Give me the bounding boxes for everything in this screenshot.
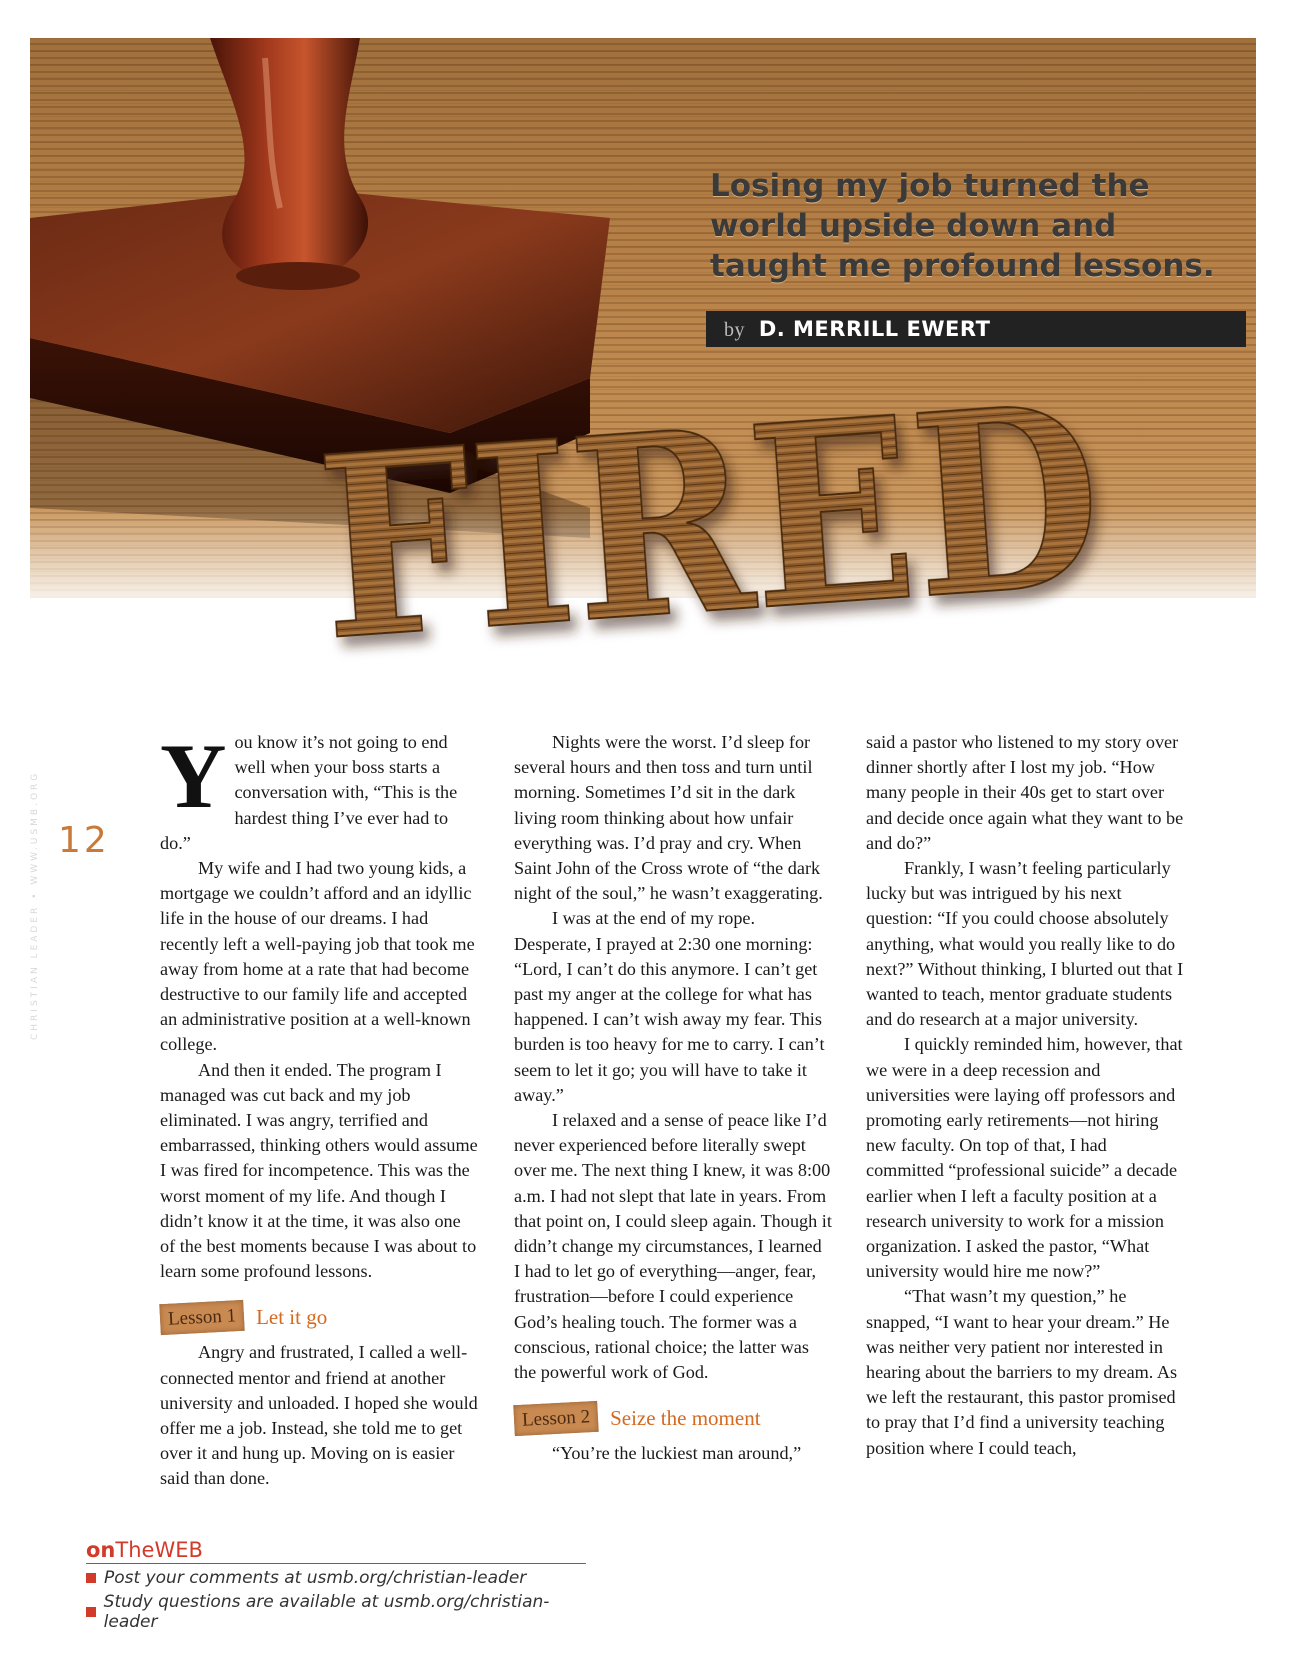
article-paragraph bbox=[160, 725, 478, 856]
web-title-bold: on bbox=[86, 1538, 116, 1562]
web-list-item[interactable] bbox=[86, 1568, 586, 1588]
lesson-tag: Lesson 2 bbox=[513, 1400, 599, 1436]
lesson-tag: Lesson 1 bbox=[159, 1300, 245, 1336]
lesson-heading-1 bbox=[160, 1300, 478, 1334]
article-column-2 bbox=[514, 730, 832, 1466]
article-column-3 bbox=[866, 730, 1184, 1461]
paragraph-text: ou know it’s not going to end well when your boss starts a conversation with, “This is the hardest thing I’ve ever had to do.” bbox=[160, 732, 458, 853]
byline-prefix: by bbox=[724, 319, 745, 341]
on-the-web-title bbox=[86, 1538, 586, 1564]
web-title-rest: TheWEB bbox=[115, 1538, 203, 1562]
article-paragraph: My wife and I had two young kids, a mortgage we couldn’t afford and an idyllic life in the house of our dreams. I had recently left a well-paying job that took me away from home at a rate that had become destructive to our family life and accepted an administrative position at a well-known college. bbox=[160, 858, 475, 1055]
square-bullet-icon bbox=[86, 1607, 96, 1617]
lesson-title: Let it go bbox=[256, 1304, 328, 1329]
headline: Losing my job turned the world upside down and taught me profound lessons. bbox=[710, 168, 1215, 284]
on-the-web-box bbox=[86, 1538, 586, 1632]
fired-text: FIRED bbox=[310, 339, 1239, 696]
page-number: 12 bbox=[58, 820, 110, 861]
article-paragraph: I was at the end of my rope. Desperate, I prayed at 2:30 one morning: “Lord, I can’t do this anymore. I can’t get past my anger at the college for what has happened. I can’t wish away my fear. This burden is too heavy for me to carry. I can’t seem to let it go; you will have to take it away.” bbox=[514, 908, 825, 1105]
article-paragraph: I quickly reminded him, however, that we were in a deep recession and universities were laying off professors and promoting early retirements—not hiring new faculty. On top of that, I had committed “professional suicide” a decade earlier when I left a faculty position at a research university to work for a mission organization. I asked the pastor, “What university would hire me now?” bbox=[866, 1034, 1183, 1282]
article-paragraph: “You’re the luckiest man around,” bbox=[552, 1443, 802, 1464]
article-paragraph: said a pastor who listened to my story over dinner shortly after I lost my job. “How many people in their 40s get to start over and decide once again what they want to be and do?” bbox=[866, 732, 1184, 853]
article-paragraph: Frankly, I wasn’t feeling particularly lucky but was intrigued by his next question: “If you could choose absolutely anything, what would you really like to do next?” Without thinking, I blurted out that I wanted to teach, mentor graduate students and do research at a major university. bbox=[866, 858, 1184, 1030]
article-paragraph: “That wasn’t my question,” he snapped, “I want to hear your dream.” He was neither very patient nor interested in hearing about the barriers to my dream. As we left the restaurant, this pastor promised to pray that I’d find a university teaching position where I could teach, bbox=[866, 1286, 1178, 1458]
lesson-heading-2 bbox=[514, 1401, 832, 1435]
article-paragraph: Nights were the worst. I’d sleep for several hours and then toss and turn until morning. Sometimes I’d sit in the dark living room thinking about how unfair everything was. I’d pray and cry. When Saint John of the Cross wrote of “the dark night of the soul,” he wasn’t exaggerating. bbox=[514, 732, 823, 904]
article-paragraph: I relaxed and a sense of peace like I’d never experienced before literally swept over me. The next thing I knew, it was 8:00 a.m. I had not slept that late in years. From that point on, I could sleep again. Though it didn’t change my circumstances, I learned I had to let go of everything—anger, fear, frustration—before I could experience God’s healing touch. The former was a conscious, rational choice; the latter was the powerful work of God. bbox=[514, 1110, 832, 1383]
web-list-item[interactable] bbox=[86, 1592, 586, 1632]
article-paragraph: Angry and frustrated, I called a well-connected mentor and friend at another university and unloaded. I hoped she would offer me a job. Instead, she told me to get over it and hung up. Moving on is easier said than done. bbox=[160, 1342, 478, 1489]
byline-bar bbox=[706, 311, 1246, 347]
article-paragraph: And then it ended. The program I managed was cut back and my job eliminated. I was angry, terrified and embarrassed, thinking others would assume I was fired for incompetence. This was the worst moment of my life. And though I didn’t know it at the time, it was also one of the best moments because I was about to learn some profound lessons. bbox=[160, 1059, 478, 1282]
article-column-1 bbox=[160, 725, 478, 1492]
web-item-text: Study questions are available at usmb.org/christian-leader bbox=[103, 1592, 550, 1632]
side-vertical-text: CHRISTIAN LEADER • WWW.USMB.ORG bbox=[30, 770, 40, 1040]
drop-cap: Y bbox=[160, 725, 227, 827]
lesson-title: Seize the moment bbox=[610, 1405, 761, 1430]
byline-author: D. MERRILL EWERT bbox=[758, 317, 991, 341]
fired-title-art bbox=[282, 339, 1239, 696]
square-bullet-icon bbox=[86, 1573, 96, 1583]
web-item-text: Post your comments at usmb.org/christian-leader bbox=[104, 1568, 527, 1588]
